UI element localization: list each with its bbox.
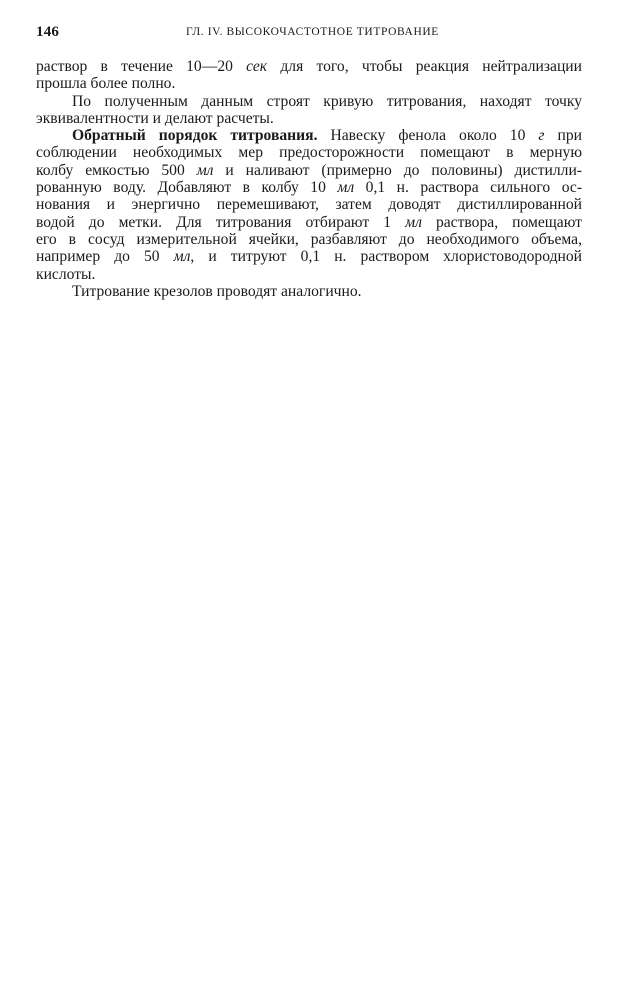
text-run: рованную воду. Добавляют в колбу 10	[36, 179, 338, 197]
text-line	[36, 214, 582, 231]
unit-ml: мл	[196, 161, 214, 179]
unit-ml: мл	[405, 213, 422, 231]
text-run: По полученным данным строят кривую титрования, находят точку	[72, 92, 582, 110]
text-line	[36, 110, 582, 127]
body-text	[36, 58, 582, 300]
text-line	[36, 75, 582, 92]
section-lead: Обратный порядок титрования.	[72, 127, 318, 145]
text-run: при	[544, 127, 582, 145]
text-run: колбу емкостью 500	[36, 161, 197, 179]
text-run: эквивалентности и делают расчеты.	[36, 109, 274, 127]
text-run: нования и энергично перемешивают, затем доводят дистиллированной	[36, 196, 582, 214]
text-run: водой до метки. Для титрования отбирают 1	[36, 213, 406, 231]
text-run: кислоты.	[36, 265, 96, 283]
text-line	[36, 144, 582, 161]
running-head: ГЛ. IV. ВЫСОКОЧАСТОТНОЕ ТИТРОВАНИЕ	[186, 26, 439, 38]
text-run: прошла более полно.	[36, 75, 176, 93]
text-run: раствора, помещают	[421, 213, 582, 231]
page-number: 146	[36, 24, 60, 40]
text-run: например до 50	[36, 248, 174, 266]
unit-sec: сек	[246, 58, 268, 75]
unit-g: г	[538, 127, 545, 145]
unit-ml: мл	[337, 179, 355, 197]
text-line	[36, 93, 582, 110]
text-line	[36, 162, 582, 179]
text-run: , и титруют 0,1 н. раствором хлористоводородной	[190, 248, 582, 266]
text-line	[36, 266, 582, 283]
text-line	[36, 58, 582, 75]
text-line	[36, 127, 582, 144]
text-run: Навеску фенола около 10	[317, 127, 539, 145]
text-run: 0,1 н. раствора сильного ос-	[354, 179, 583, 197]
text-line	[36, 179, 582, 196]
text-run: соблюдении необходимых мер предосторожности помещают в мерную	[36, 144, 582, 162]
text-line	[36, 196, 582, 213]
unit-ml: мл	[173, 248, 191, 266]
text-run: Титрование крезолов проводят аналогично.	[72, 282, 362, 300]
text-run: его в сосуд измерительной ячейки, разбавляют до необходимого объема,	[36, 230, 582, 248]
text-line	[36, 231, 582, 248]
text-line	[36, 248, 582, 265]
text-run: раствор в течение 10—20	[36, 58, 247, 75]
text-run: и наливают (примерно до половины) дистилли-	[213, 161, 582, 179]
text-line	[36, 283, 582, 300]
text-run: для того, чтобы реакция нейтрализации	[267, 58, 582, 75]
page-header	[36, 24, 582, 44]
